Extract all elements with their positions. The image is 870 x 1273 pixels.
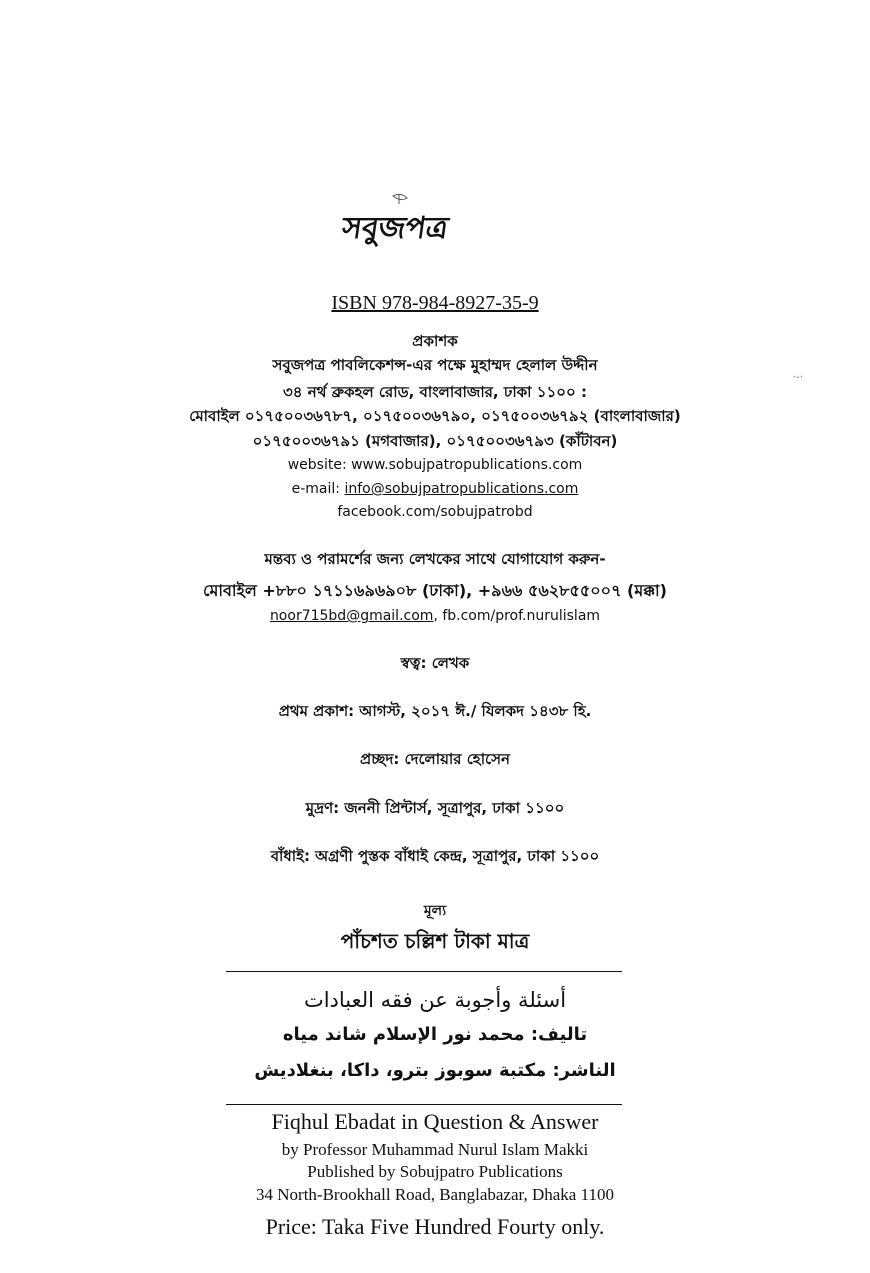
divider-top — [226, 971, 622, 972]
first-edition: প্রথম প্রকাশ: আগস্ট, ২০১৭ ঈ./ যিলকদ ১৪৩৮ হি. — [278, 702, 592, 720]
publisher-on-behalf: সবুজপত্র পাবলিকেশন্স-এর পক্ষে মুহাম্মদ হেলাল উদ্দীন — [272, 356, 598, 374]
website-label: website: — [287, 457, 347, 473]
publisher-email — [0, 481, 870, 497]
english-address: 34 North-Brookhall Road, Banglabazar, Dhaka 1100 — [256, 1185, 614, 1204]
author-online — [0, 608, 870, 624]
website-link[interactable]: www.sobujpatropublications.com — [351, 457, 583, 473]
email-link[interactable]: info@sobujpatropublications.com — [344, 481, 579, 497]
price-bengali: পাঁচশত চল্লিশ টাকা মাত্র — [340, 929, 530, 953]
publisher-heading: প্রকাশক — [412, 332, 458, 350]
cover-designer: প্রচ্ছদ: দেলোয়ার হোসেন — [360, 750, 510, 768]
publisher-address: ৩৪ নর্থ ব্রুকহল রোড, বাংলাবাজার, ঢাকা ১১০০ : — [283, 383, 587, 401]
author-email-link[interactable]: noor715bd@gmail.com — [269, 608, 434, 624]
arabic-author: تاليف: محمد نور الإسلام شاند مياه — [282, 1024, 588, 1045]
english-author: by Professor Muhammad Nurul Islam Makki — [281, 1140, 589, 1159]
divider-bottom — [226, 1104, 622, 1105]
english-price: Price: Taka Five Hundred Fourty only. — [265, 1214, 605, 1239]
arabic-title: أسئلة وأجوبة عن فقه العبادات — [303, 988, 567, 1012]
arabic-publisher: الناشر: مكتبة سوبوز بترو، داكا، بنغلاديش — [254, 1060, 616, 1081]
publisher-mobile-1: মোবাইল ০১৭৫০০৩৬৭৮৭, ০১৭৫০০৩৬৭৯০, ০১৭৫০০৩৬৭৯২ (বাংলাবাজার) — [189, 407, 681, 425]
logo-text: সবুজপত্র — [339, 211, 451, 246]
price-heading: মূল্য — [423, 903, 447, 919]
english-title: Fiqhul Ebadat in Question & Answer — [271, 1109, 599, 1134]
binding: বাঁধাই: অগ্রণী পুস্তক বাঁধাই কেন্দ্র, সূত্রাপুর, ঢাকা ১১০০ — [270, 847, 600, 865]
author-contact-heading: মন্তব্য ও পরামর্শের জন্য লেখকের সাথে যোগাযোগ করুন- — [264, 550, 606, 568]
publisher-mobile-2: ০১৭৫০০৩৬৭৯১ (মগবাজার), ০১৭৫০০৩৬৭৯৩ (কাঁটাবন) — [252, 432, 618, 450]
rights: স্বত্ব: লেখক — [400, 654, 470, 672]
scan-speck: ·-· — [793, 372, 803, 383]
publisher-logo — [335, 190, 455, 270]
author-mobile: মোবাইল +৮৮০ ১৭১১৬৯৬৯০৮ (ঢাকা), +৯৬৬ ৫৬২৮৫৫০০৭ (মক্কা) — [202, 581, 667, 600]
publisher-website — [0, 457, 870, 473]
publisher-facebook[interactable]: facebook.com/sobujpatrobd — [337, 504, 533, 520]
email-label: e-mail: — [291, 481, 341, 497]
isbn: ISBN 978-984-8927-35-9 — [331, 292, 539, 314]
english-publisher: Published by Sobujpatro Publications — [307, 1162, 563, 1181]
author-facebook-link[interactable]: , fb.com/prof.nurulislam — [433, 608, 601, 624]
printing: মুদ্রণ: জননী প্রিন্টার্স, সূত্রাপুর, ঢাকা ১১০০ — [305, 799, 565, 817]
